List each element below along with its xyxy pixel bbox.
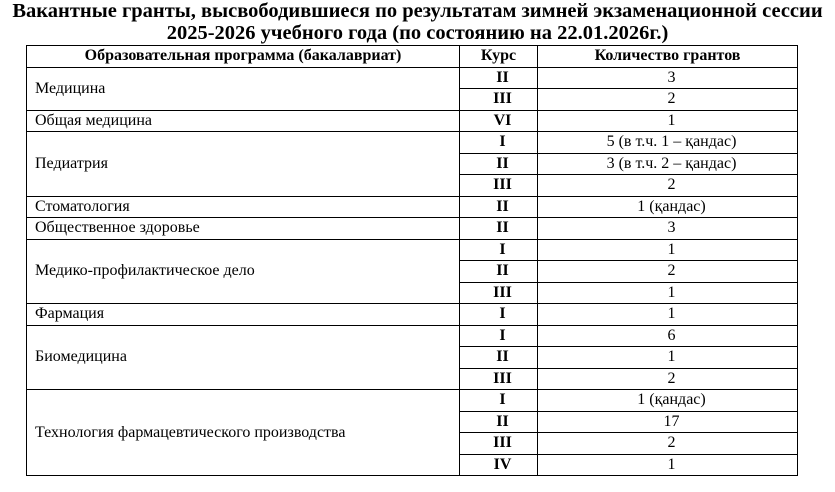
count-cell: 1 — [538, 239, 798, 261]
grants-table — [26, 45, 798, 476]
program-cell: Стоматология — [27, 196, 460, 218]
count-cell: 3 (в т.ч. 2 – қандас) — [538, 153, 798, 175]
count-cell: 3 — [538, 218, 798, 240]
program-cell: Общая медицина — [27, 110, 460, 132]
program-cell: Технология фармацевтического производства — [27, 390, 460, 476]
count-cell: 1 (қандас) — [538, 390, 798, 412]
table-header-row — [27, 46, 798, 68]
count-cell: 2 — [538, 433, 798, 455]
count-cell: 6 — [538, 325, 798, 347]
table-row — [27, 132, 798, 154]
table-row — [27, 110, 798, 132]
title-line-2: 2025-2026 учебного года (по состоянию на 22.01.2026г.) — [166, 22, 669, 44]
header-program: Образовательная программа (бакалавриат) — [27, 46, 460, 68]
course-cell: II — [460, 67, 538, 89]
program-cell: Биомедицина — [27, 325, 460, 390]
course-cell: II — [460, 153, 538, 175]
count-cell: 1 — [538, 282, 798, 304]
table-row — [27, 196, 798, 218]
program-cell: Фармация — [27, 304, 460, 326]
count-cell: 2 — [538, 89, 798, 111]
course-cell: II — [460, 218, 538, 240]
header-course: Курс — [460, 46, 538, 68]
count-cell: 2 — [538, 175, 798, 197]
count-cell: 1 — [538, 347, 798, 369]
course-cell: III — [460, 175, 538, 197]
table-row — [27, 239, 798, 261]
course-cell: VI — [460, 110, 538, 132]
program-cell: Общественное здоровье — [27, 218, 460, 240]
program-cell: Медицина — [27, 67, 460, 110]
table-row — [27, 304, 798, 326]
course-cell: I — [460, 132, 538, 154]
course-cell: I — [460, 304, 538, 326]
course-cell: III — [460, 368, 538, 390]
course-cell: II — [460, 261, 538, 283]
count-cell: 1 (қандас) — [538, 196, 798, 218]
title-line-1: Вакантные гранты, высвободившиеся по результатам зимней экзаменационной сессии — [12, 0, 823, 22]
table-row — [27, 325, 798, 347]
count-cell: 1 — [538, 454, 798, 476]
count-cell: 2 — [538, 368, 798, 390]
page-title — [0, 0, 835, 44]
program-cell: Медико-профилактическое дело — [27, 239, 460, 304]
course-cell: III — [460, 282, 538, 304]
course-cell: II — [460, 347, 538, 369]
course-cell: I — [460, 325, 538, 347]
table-row — [27, 67, 798, 89]
course-cell: II — [460, 411, 538, 433]
count-cell: 5 (в т.ч. 1 – қандас) — [538, 132, 798, 154]
course-cell: I — [460, 239, 538, 261]
count-cell: 1 — [538, 110, 798, 132]
count-cell: 1 — [538, 304, 798, 326]
course-cell: III — [460, 433, 538, 455]
table-row — [27, 218, 798, 240]
program-cell: Педиатрия — [27, 132, 460, 197]
course-cell: IV — [460, 454, 538, 476]
count-cell: 17 — [538, 411, 798, 433]
course-cell: III — [460, 89, 538, 111]
course-cell: II — [460, 196, 538, 218]
count-cell: 2 — [538, 261, 798, 283]
course-cell: I — [460, 390, 538, 412]
count-cell: 3 — [538, 67, 798, 89]
header-count: Количество грантов — [538, 46, 798, 68]
table-row — [27, 390, 798, 412]
